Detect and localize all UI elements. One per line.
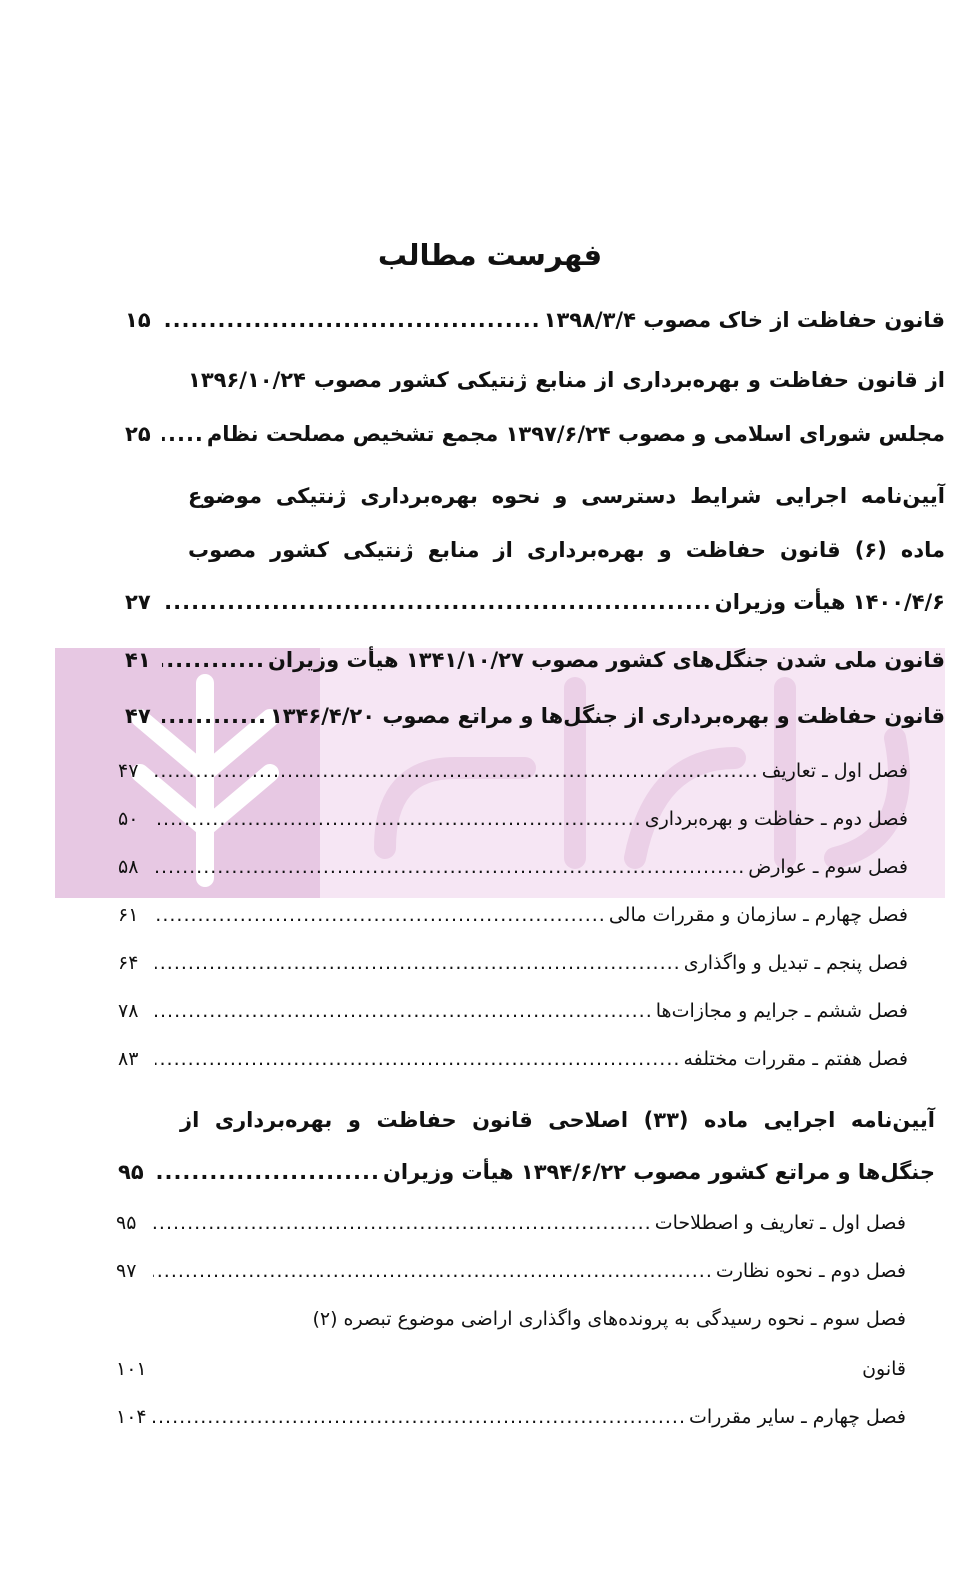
toc-page-number: ۲۷ — [125, 590, 151, 614]
toc-page-number: ۱۰۱ — [116, 1358, 147, 1380]
toc-page-number: ۶۱ — [118, 904, 139, 926]
dot-leader — [162, 590, 712, 614]
page-title: فهرست مطالب — [377, 238, 603, 272]
toc-subentry-title: فصل چهارم ـ سایر مقررات — [689, 1406, 906, 1428]
dot-leader — [162, 648, 265, 672]
dot-leader — [155, 808, 642, 830]
toc-entry-genetic-regulation[interactable] — [125, 590, 945, 614]
dot-leader — [155, 1048, 680, 1070]
dot-leader — [153, 1260, 713, 1282]
dot-leader — [155, 856, 745, 878]
toc-page-number: ۱۰۴ — [116, 1406, 147, 1428]
toc-entry-title: قانون حفاظت و بهره‌برداری از جنگل‌ها و مراتع مصوب ۱۳۴۶/۴/۲۰ — [269, 704, 945, 728]
toc-page-number: ۶۴ — [118, 952, 139, 974]
toc-entry-genetic-law[interactable] — [125, 422, 945, 446]
toc-subentry-title: فصل دوم ـ حفاظت و بهره‌برداری — [644, 808, 908, 830]
toc-page-number: ۹۵ — [116, 1212, 137, 1234]
toc-entry-genetic-regulation-line1[interactable]: آیین‌نامه اجرایی شرایط دسترسی و نحوه بهره‌برداری ژنتیکی موضوع — [188, 484, 945, 508]
toc-subentry-title: فصل دوم ـ نحوه نظارت — [715, 1260, 906, 1282]
toc-entry-soil-law[interactable] — [125, 308, 945, 332]
toc-subentry-title: فصل ششم ـ جرایم و مجازات‌ها — [655, 1000, 908, 1022]
toc-subentry-title: قانون — [862, 1358, 906, 1380]
toc-page-number: ۸۳ — [118, 1048, 139, 1070]
toc-subentry[interactable] — [118, 808, 908, 830]
dot-leader — [155, 1160, 380, 1184]
toc-subentry[interactable] — [118, 760, 908, 782]
dot-leader — [162, 704, 267, 728]
toc-subentry[interactable] — [118, 1048, 908, 1070]
toc-entry-genetic-regulation-line2[interactable]: ماده (۶) قانون حفاظت و بهره‌برداری از منابع ژنتیکی کشور مصوب — [188, 538, 945, 562]
toc-entry-title: قانون حفاظت از خاک مصوب ۱۳۹۸/۳/۴ — [543, 308, 945, 332]
toc-page-number: ۹۵ — [118, 1160, 144, 1184]
toc-subentry-title: فصل سوم ـ عوارض — [748, 856, 908, 878]
toc-entry-article33-regulation-line1[interactable]: آیین‌نامه اجرایی ماده (۳۳) اصلاحی قانون حفاظت و بهره‌برداری از — [180, 1108, 935, 1132]
toc-subentry[interactable] — [116, 1212, 906, 1234]
toc-subentry-line1[interactable]: فصل سوم ـ نحوه رسیدگی به پرونده‌های واگذاری اراضی موضوع تبصره (۲) — [312, 1308, 906, 1330]
dot-leader — [155, 760, 759, 782]
toc-page-number: ۴۱ — [125, 648, 151, 672]
toc-subentry[interactable] — [116, 1260, 906, 1282]
toc-page-number: ۷۸ — [118, 1000, 139, 1022]
toc-page-number: ۹۷ — [116, 1260, 137, 1282]
toc-subentry-title: فصل چهارم ـ سازمان و مقررات مالی — [608, 904, 908, 926]
toc-page-number: ۱۵ — [125, 308, 151, 332]
dot-leader — [155, 1000, 653, 1022]
dot-leader — [162, 308, 541, 332]
toc-entry-title: مجلس شورای اسلامی و مصوب ۱۳۹۷/۶/۲۴ مجمع تشخیص مصلحت نظام — [206, 422, 945, 446]
toc-subentry[interactable] — [118, 952, 908, 974]
toc-subentry[interactable] — [118, 1000, 908, 1022]
toc-subentry[interactable] — [118, 856, 908, 878]
toc-subentry-title: فصل اول ـ تعاریف و اصطلاحات — [654, 1212, 906, 1234]
toc-entry-title: جنگل‌ها و مراتع کشور مصوب ۱۳۹۴/۶/۲۲ هیأت وزیران — [382, 1160, 935, 1184]
toc-subentry[interactable] — [116, 1358, 906, 1380]
toc-page-number: ۴۷ — [118, 760, 139, 782]
toc-subentry-title: فصل پنجم ـ تبدیل و واگذاری — [683, 952, 908, 974]
toc-page-number: ۴۷ — [125, 704, 151, 728]
toc-page-number: ۲۵ — [125, 422, 151, 446]
toc-entry-forest-protection-law[interactable] — [125, 704, 945, 728]
dot-leader — [155, 904, 606, 926]
toc-page-number: ۵۰ — [118, 808, 139, 830]
toc-subentry-title: فصل هفتم ـ مقررات مختلفه — [683, 1048, 908, 1070]
dot-leader — [155, 952, 681, 974]
toc-entry-genetic-law-line1[interactable]: از قانون حفاظت و بهره‌برداری از منابع ژنتیکی کشور مصوب ۱۳۹۶/۱۰/۲۴ — [188, 368, 945, 392]
toc-entry-forest-nationalization[interactable] — [125, 648, 945, 672]
toc-page-number: ۵۸ — [118, 856, 139, 878]
dot-leader — [153, 1406, 686, 1428]
toc-entry-title: قانون ملی شدن جنگل‌های کشور مصوب ۱۳۴۱/۱۰/۲۷ هیأت وزیران — [267, 648, 945, 672]
toc-subentry[interactable] — [116, 1406, 906, 1428]
toc-subentry-title: فصل اول ـ تعاریف — [761, 760, 908, 782]
toc-entry-article33-regulation[interactable] — [118, 1160, 935, 1184]
toc-subentry[interactable] — [118, 904, 908, 926]
dot-leader — [162, 422, 204, 446]
toc-entry-title: ۱۴۰۰/۴/۶ هیأت وزیران — [714, 590, 945, 614]
dot-leader — [153, 1212, 652, 1234]
